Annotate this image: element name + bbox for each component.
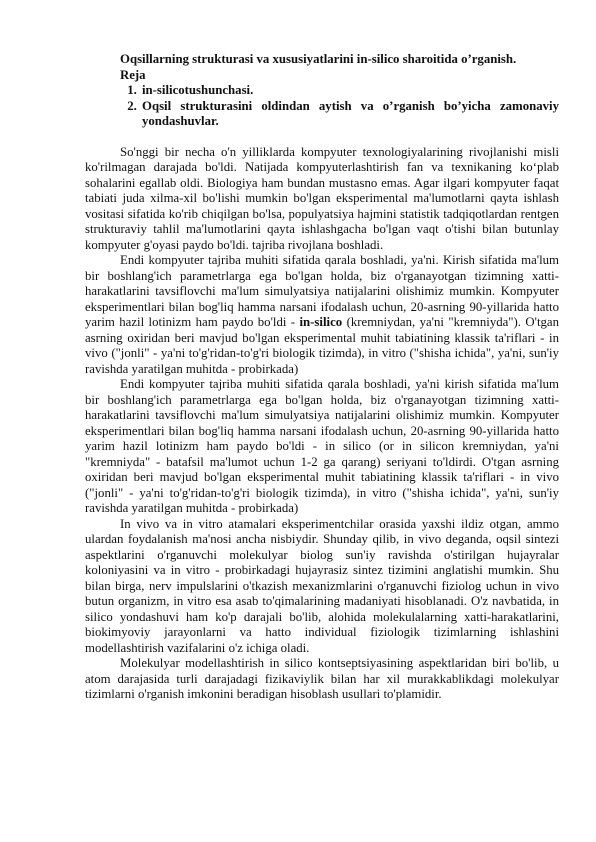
paragraph-4: In vivo va in vitro atamalari eksperimentchilar orasida yaxshi ildiz otgan, ammo ulardan foydalanish ma'nosi ancha nisbiydir. Shunday qilib, in vivo deganda, oqsil sintezi aspektlarini o'rganuvchi molekulyar biolog sun'iy ravishda o'stirilgan hujayralar koloniyasini va in vitro - probirkadagi hujayrasiz sintez tizimini anglatishi mumkin. Shu bilan birga, nerv impulslarini o'tkazish mexanizmlarini o'rganuvchi fiziolog uchun in vivo butun organizm, in vitro esa asab to'qimalarining madaniyati hisoblanadi. O'z navbatida, in silico yondashuvi ham ko'p darajali bo'lib, alohida molekulalarning xatti-harakatlarini, biokimyoviy jarayonlarni va hatto individual fiziologik tizimlarning ishlashini modellashtirish vazifalarini o'z ichiga oladi. [85, 516, 559, 655]
document-page [85, 52, 559, 703]
paragraph-5: Molekulyar modellashtirish in silico kontseptsiyasining aspektlaridan biri bo'lib, u atom darajasida turli darajadagi fizikaviylik bilan har xil murakkablikdagi molekulyar tizimlarni o'rganish imkonini beradigan hisoblash usullari to'plamidir. [85, 656, 559, 701]
plan-item: 2. Oqsil strukturasini oldindan aytish va o’rganish bo’yicha zamonaviy yondashuvlar. [140, 99, 559, 130]
paragraph-1: So'nggi bir necha o'n yilliklarda kompyuter texnologiyalarining rivojlanishi misli ko'rilmagan darajada bo'ldi. Natijada kompyuterlashtirish fan va texnikaning ko‘plab sohalarini egallab oldi. Biologiya ham bundan mustasno emas. Agar ilgari kompyuter faqat tabiati juda xilma-xil bo'lishi mumkin bo'lgan eksperimental ma'lumotlarni qayta ishlash vositasi sifatida ko'rib chiqilgan bo'lsa, populyatsiya hajmini statistik tadqiqotlardan rentgen strukturaviy tahlil ma'lumotlarini qayta ishlashgacha bo'lgan vaqt o'tishi bilan butunlay kompyuter g'oyasi paydo bo'ldi. tajriba rivojlana boshladi. [85, 144, 559, 252]
plan-heading: Reja [120, 67, 146, 82]
paragraph-2-part-a: Endi kompyuter tajriba muhiti sifatida qarala boshladi, ya'ni. Kirish sifatida ma'lum bir boshlang'ich parametrlarga ega bo'lgan holda, biz o'rganayotgan tizimning xatti-harakatlarini tavsiflovchi ma'lum simulyatsiya natijalarini olishimiz mumkin. Kompyuter eksperimentlari bilan bog'liq hamma narsani ifodalash uchun, 20-asrning 90-yillarida hatto yarim hazil lotinizm ham paydo bo'ldi - [85, 253, 559, 329]
plan-list [85, 83, 559, 130]
in-silico-term: in-silico [299, 315, 343, 329]
document-title: Oqsillarning strukturasi va xususiyatlarini in-silico sharoitida o’rganish. [120, 52, 517, 66]
paragraph-2 [85, 253, 559, 377]
plan-item: 1. in-silicotushunchasi. [140, 83, 559, 99]
body-text [85, 145, 559, 703]
paragraph-3: Endi kompyuter tajriba muhiti sifatida qarala boshladi, ya'ni kirish sifatida ma'lum bir boshlang'ich parametrlarga ega bo'lgan holda, biz o'rganayotgan tizimning xatti-harakatlarini tavsiflovchi ma'lum simulyatsiya natijalarini olishimiz mumkin. Kompyuter eksperimentlari bilan bog'liq hamma narsani ifodalash uchun, 20-asrning 90-yillarida hatto yarim hazil lotinizm ham paydo bo'ldi - in silico (or in silicon kremniydan, ya'ni "kremniyda" - batafsil ma'lumot uchun 1-2 ga qarang) seriyani to'ldirdi. O'tgan asrning oxiridan beri mavjud bo'lgan eksperimental muhit tabiatining klassik ta'riflari - in vivo ("jonli" - ya'ni to'g'ridan-to'g'ri biologik tizimda), in vitro ("shisha ichida", ya'ni, sun'iy ravishda yaratilgan muhitda - probirkada) [85, 377, 559, 515]
paragraph-2-part-b: (kremniydan, ya'ni "kremniyda"). O'tgan asrning oxiridan beri mavjud bo'lgan eksperimental muhit tabiatining klassik ta'riflari - in vivo ("jonli" - ya'ni to'g'ridan-to'g'ri biologik tizimda), in vitro ("shisha ichida", ya'ni, sun'iy ravishda yaratilgan muhitda - probirkada) [85, 315, 559, 376]
